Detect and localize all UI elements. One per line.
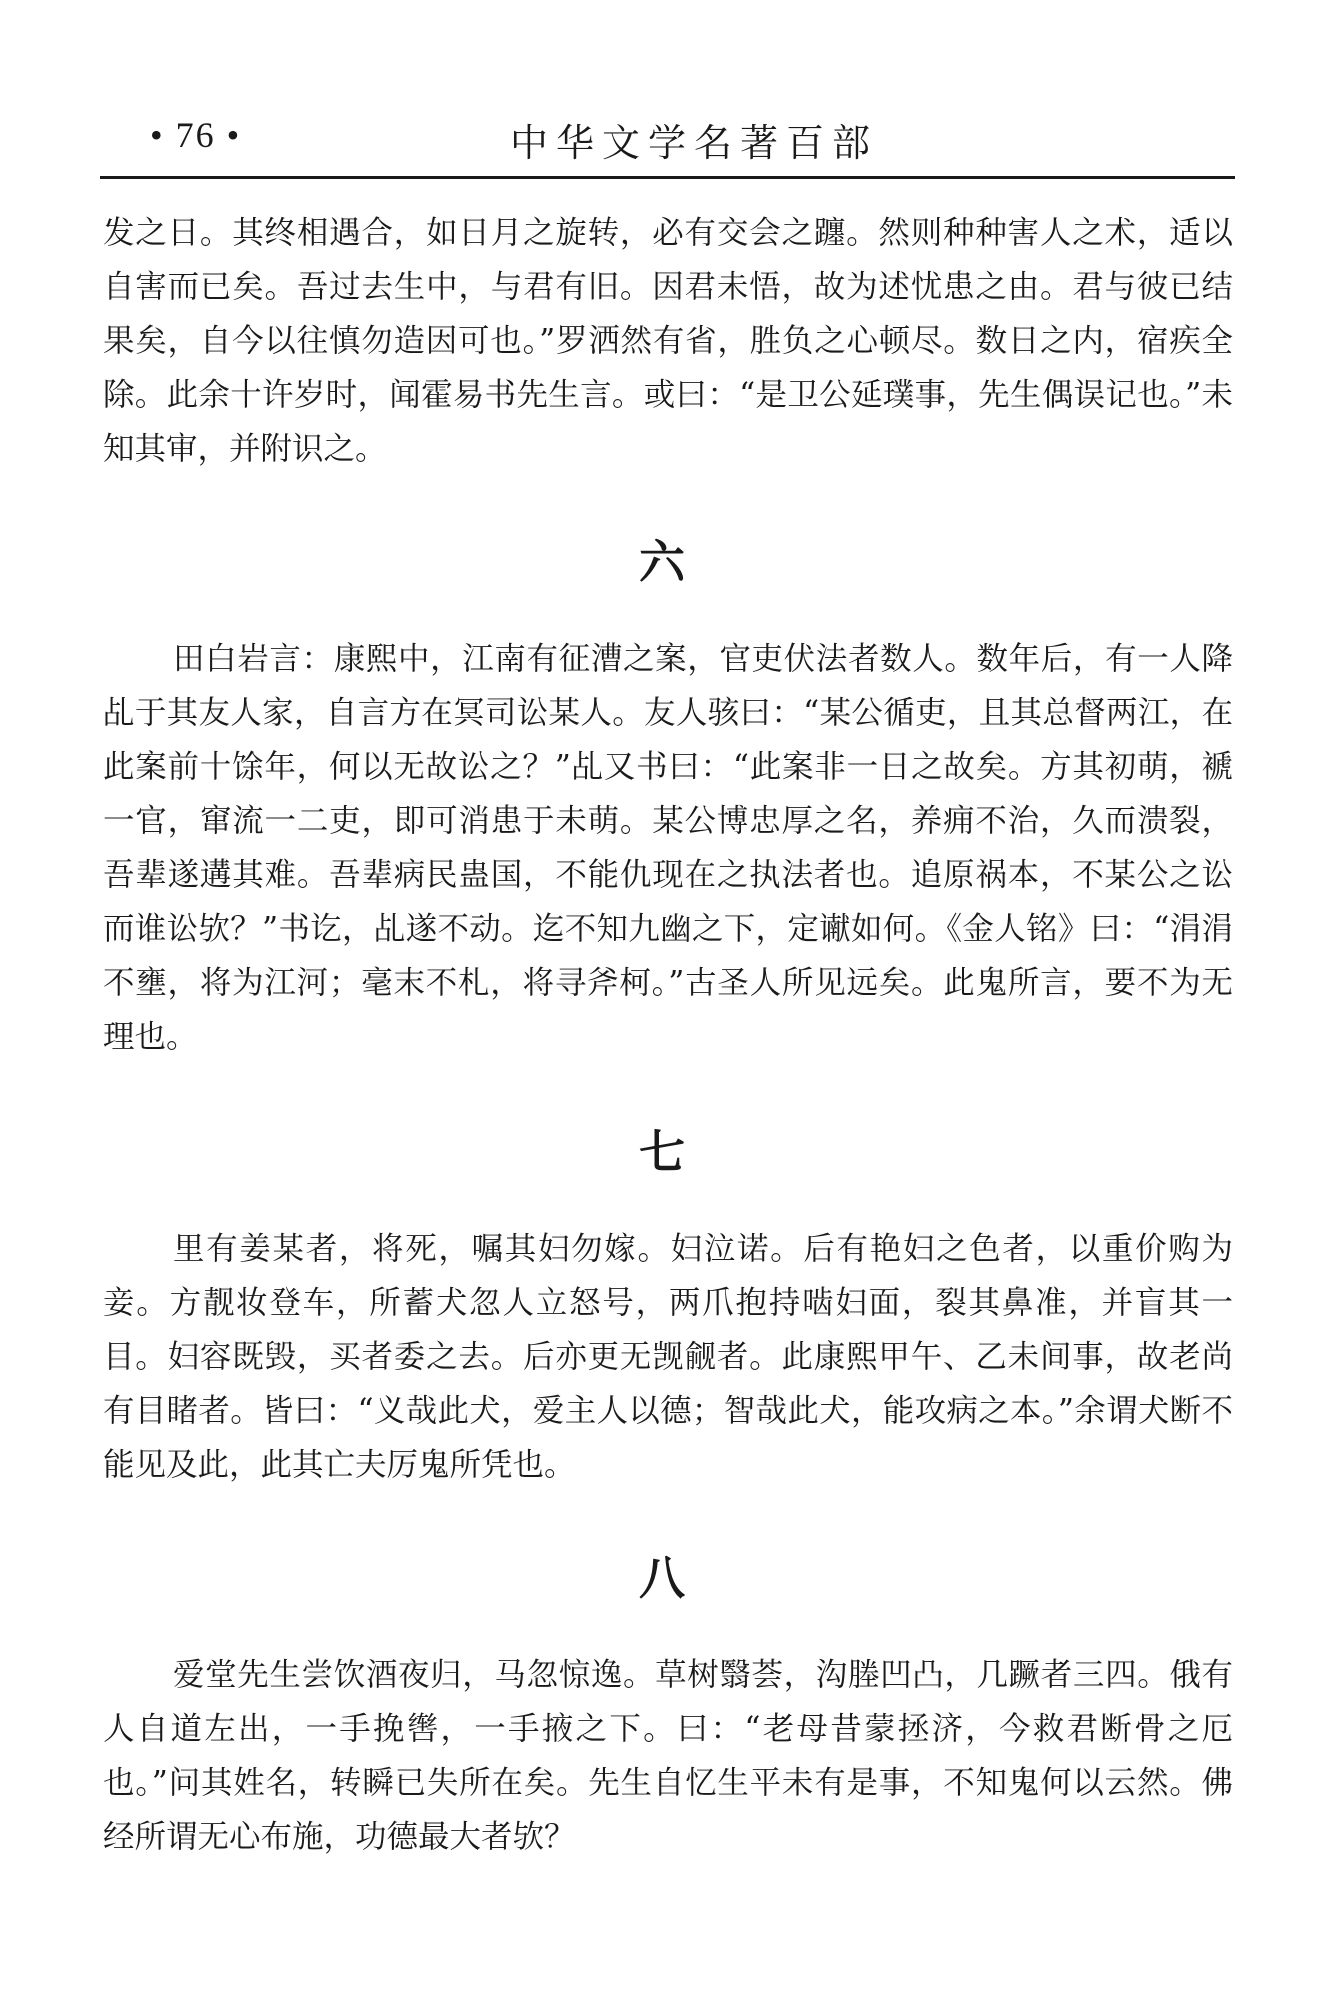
section-7-body (103, 1222, 1233, 1492)
running-title: 中华文学名著百部 (510, 121, 879, 165)
paragraph-text: 里有姜某者，将死，嘱其妇勿嫁。妇泣诺。后有艳妇之色者，以重价购为妾。方靓妆登车，所蓄犬忽人立怒号，两爪抱持啮妇面，裂其鼻准，并盲其一目。妇容既毁，买者委之去。后亦更无觊觎者。此康熙甲午、乙未间事，故老尚有目睹者。皆曰：“义哉此犬，爱主人以德；智哉此犬，能攻病之本。”余谓犬断不能见及此，此其亡夫厉鬼所凭也。 (103, 1231, 1233, 1483)
page-header (100, 100, 1235, 179)
section-heading-6: 六 (639, 535, 685, 589)
section-heading-8: 八 (639, 1551, 685, 1605)
paragraph-continuation (103, 206, 1233, 476)
paragraph-text: 发之日。其终相遇合，如日月之旋转，必有交会之躔。然则种种害人之术，适以自害而已矣。吾过去生中，与君有旧。因君未悟，故为述忧患之由。君与彼已结果矣，自今以往慎勿造因可也。”罗洒然有省，胜负之心顿尽。数日之内，宿疾全除。此余十许岁时，闻霍易书先生言。或曰：“是卫公延璞事，先生偶误记也。”未知其审，并附识之。 (103, 215, 1233, 467)
page-number: • 76 • (150, 115, 242, 155)
section-6-body (103, 632, 1233, 1064)
paragraph-text: 田白岩言：康熙中，江南有征漕之案，官吏伏法者数人。数年后，有一人降乩于其友人家，自言方在冥司讼某人。友人骇曰：“某公循吏，且其总督两江，在此案前十馀年，何以无故讼之？”乩又书曰：“此案非一日之故矣。方其初萌，褫一官，窜流一二吏，即可消患于未萌。某公博忠厚之名，养痈不治，久而溃裂，吾辈遂遘其难。吾辈病民蛊国，不能仇现在之执法者也。追原祸本，不某公之讼而谁讼欤？”书讫，乩遂不动。迄不知九幽之下，定谳如何。《金人铭》曰：“涓涓不壅，将为江河；毫末不札，将寻斧柯。”古圣人所见远矣。此鬼所言，要不为无理也。 (103, 641, 1233, 1055)
section-8-body (103, 1648, 1233, 1864)
section-heading-7: 七 (639, 1125, 685, 1179)
paragraph-text: 爱堂先生尝饮酒夜归，马忽惊逸。草树翳荟，沟塍凹凸，几蹶者三四。俄有人自道左出，一手挽辔，一手掖之下。曰：“老母昔蒙拯济，今救君断骨之厄也。”问其姓名，转瞬已失所在矣。先生自忆生平未有是事，不知鬼何以云然。佛经所谓无心布施，功德最大者欤？ (103, 1657, 1233, 1855)
